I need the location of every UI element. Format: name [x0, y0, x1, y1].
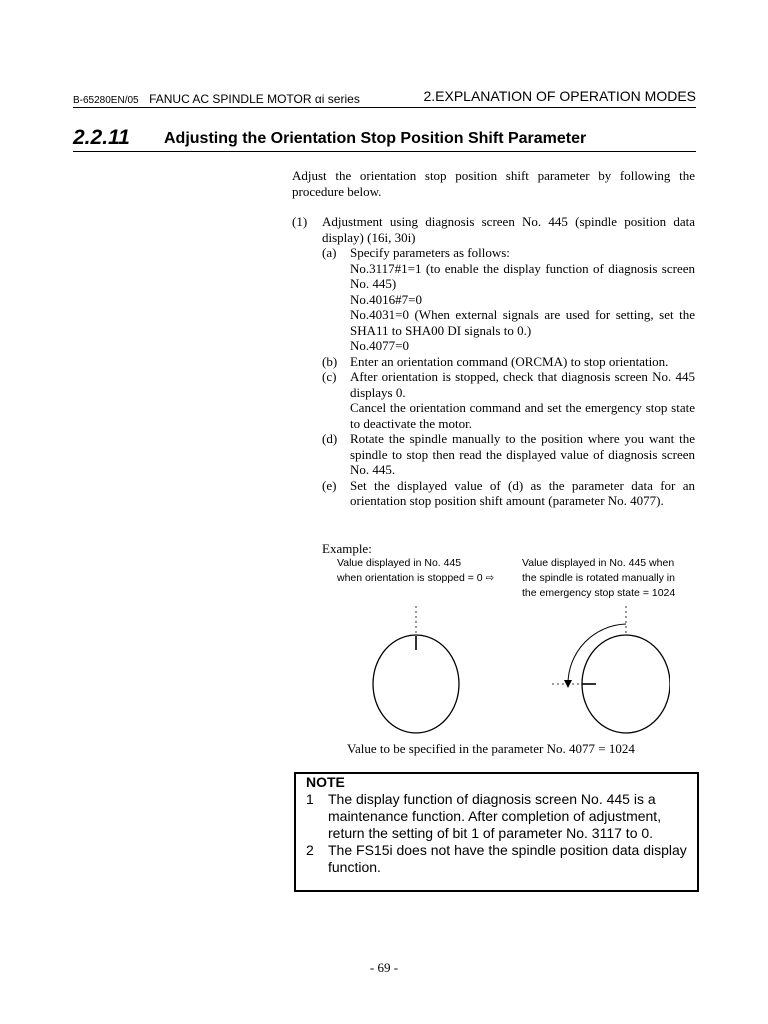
chapter-title: 2.EXPLANATION OF OPERATION MODES: [423, 88, 696, 104]
note-item-number: 1: [306, 791, 314, 807]
caption-line: the emergency stop state = 1024: [522, 587, 676, 599]
substep-a: [322, 245, 695, 354]
substep-e: [322, 478, 695, 509]
document-id: B-65280EN/05: [73, 95, 139, 106]
note-item: [298, 791, 695, 842]
substep-line: After orientation is stopped, check that diagnosis screen No. 445 displays 0.: [350, 369, 695, 400]
running-header: [73, 90, 696, 108]
step-marker: (1): [292, 214, 308, 229]
substep-d: [322, 431, 695, 478]
caption-line: the spindle is rotated manually in: [522, 572, 675, 584]
orientation-diagram: [340, 600, 670, 740]
rotated-position-circle: [552, 606, 670, 733]
substep-b: [322, 354, 695, 370]
section-number: 2.2.11: [73, 126, 130, 149]
example-caption-left: [337, 556, 494, 586]
product-name: FANUC AC SPINDLE MOTOR αi series: [149, 92, 360, 106]
stopped-position-circle: [373, 606, 459, 733]
example-label: Example:: [322, 541, 372, 556]
substep-line: Set the displayed value of (d) as the parameter data for an orientation stop position shift amount (parameter No. 4077).: [350, 477, 695, 508]
substep-marker: (a): [322, 245, 337, 260]
example-caption-right: [522, 556, 675, 601]
page-number: - 69 -: [369, 960, 399, 975]
substep-marker: (d): [322, 431, 338, 446]
substep-c: [322, 369, 695, 431]
note-item: [298, 842, 695, 876]
right-arrow-icon: ⇨: [485, 573, 494, 584]
substep-line: Rotate the spindle manually to the position where you want the spindle to stop then read the displayed value of diagnosis screen No. 445.: [350, 431, 695, 477]
substep-line: Enter an orientation command (ORCMA) to stop orientation.: [350, 353, 669, 369]
step-1: [292, 214, 695, 509]
rotation-arrow-icon: [568, 624, 626, 684]
substep-marker: (b): [322, 353, 338, 369]
note-box: [294, 772, 699, 892]
section-title: Adjusting the Orientation Stop Position Shift Parameter: [164, 130, 587, 147]
note-item-text: The FS15i does not have the spindle position data display function.: [328, 842, 687, 875]
substep-line: No.4031=0 (When external signals are used for setting, set the SHA11 to SHA00 DI signals to 0.): [350, 307, 695, 338]
substep-line: No.4016#7=0: [350, 291, 422, 307]
substep-line: No.3117#1=1 (to enable the display function of diagnosis screen No. 445): [350, 260, 695, 291]
substep-line: No.4077=0: [350, 338, 409, 353]
substep-line: Specify parameters as follows:: [350, 245, 510, 260]
substep-marker: (e): [322, 477, 337, 493]
step-text: Adjustment using diagnosis screen No. 445 (spindle position data display) (16i, 30i): [322, 214, 695, 245]
section-rule: [73, 151, 696, 152]
note-item-number: 2: [306, 842, 314, 858]
procedure-list: [292, 214, 695, 509]
example-result: Value to be specified in the parameter No. 4077 = 1024: [347, 741, 635, 756]
note-title: NOTE: [306, 774, 345, 790]
header-rule: [73, 107, 696, 108]
substep-marker: (c): [322, 369, 337, 384]
caption-line: Value displayed in No. 445: [337, 557, 462, 569]
intro-paragraph: Adjust the orientation stop position shift parameter by following the procedure below.: [292, 168, 695, 199]
substep-line: Cancel the orientation command and set the emergency stop state to deactivate the motor.: [350, 400, 695, 431]
note-item-text: The display function of diagnosis screen No. 445 is a maintenance function. After completion of adjustment, return the setting of bit 1 of parameter No. 3117 to 0.: [328, 791, 662, 841]
caption-line: when orientation is stopped = 0: [337, 572, 483, 584]
caption-line: Value displayed in No. 445 when: [522, 557, 675, 569]
